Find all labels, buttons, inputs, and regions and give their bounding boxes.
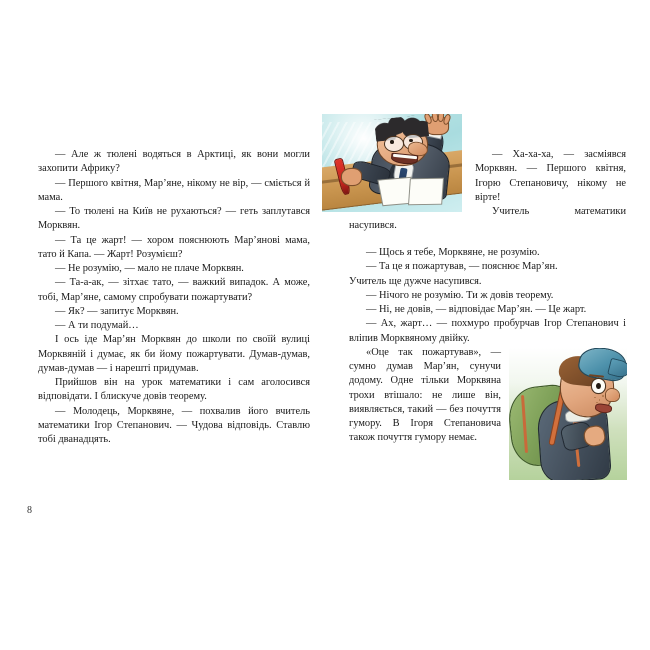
paragraph: — Не розумію, — мало не плаче Морквян.	[55, 263, 244, 274]
right-page-text-column	[349, 148, 626, 480]
paragraph: — Ах, жарт… — похмуро пробурчав Ігор Степанович і вліпив Морквяному двійку.	[349, 318, 626, 344]
paragraph: — Але ж тюлені водяться в Арктиці, як вони могли захопити Африку?	[38, 149, 310, 175]
open-exercise-book	[381, 179, 443, 204]
boy-freckle	[602, 395, 604, 397]
teacher-glasses-lens	[384, 136, 404, 153]
paragraph: Прийшов він на урок математики і сам аголосився відповідати. І блискуче довів теорему.	[38, 377, 310, 403]
paragraph: Учитель ще дужче насупився.	[349, 275, 482, 287]
left-page-text-column	[38, 148, 310, 447]
paragraph: — Щось я тебе, Морквяне, не розумію.	[366, 247, 540, 258]
boy-freckle	[594, 397, 596, 399]
paragraph: — Та це жарт! — хором пояснюють Мар’янові мама, тато й Капа. — Жарт! Розумієш?	[38, 234, 310, 260]
paragraph: — А ти подумай…	[55, 320, 139, 331]
paragraph: — То тюлені на Київ не рухаються? — геть заплутався Морквян.	[38, 206, 310, 232]
page-number: 8	[27, 505, 32, 516]
paragraph: І ось іде Мар’ян Морквян до школи по своїй вулиці Морквяній і думає, як би йому пожартувати. Думав-думав, думав-думав — і нарешті придумав.	[38, 334, 310, 374]
paragraph: — Та-а-ак, — зітхає тато, — важкий випадок. А може, тобі, Мар’яне, самому спробувати пожартувати?	[38, 277, 310, 303]
paragraph: — Та це я пожартував, — пояснює Мар’ян.	[366, 261, 558, 273]
right-page-bottom-block	[349, 346, 626, 480]
boy-with-backpack-illustration	[509, 348, 627, 480]
book-page-right	[409, 178, 443, 204]
teacher-at-desk-illustration	[322, 114, 462, 212]
paragraph: «Оце так пожартував», — сумно думав Мар’ян, сунучи додому. Одне тільки Морквяна трохи втішало: не лише він, виявляється, такий — без почуття гумору. В Ігоря Степановича також почуття гумору немає.	[349, 346, 501, 444]
paragraph: — Першого квітня, Мар’яне, нікому не вір, — сміється й мама.	[38, 177, 310, 203]
boy-nose	[606, 389, 619, 401]
right-page-top-block	[349, 148, 626, 246]
paragraph: — Як? — запитує Морквян.	[55, 305, 179, 317]
teacher-writing-hand	[342, 169, 362, 185]
paragraph: — Ні, не довів, — відповідає Мар’ян. — Це жарт.	[366, 304, 587, 315]
paragraph: — Нічого не розумію. Ти ж довів теорему.	[366, 289, 554, 301]
paragraph: Учитель математики насупився.	[349, 206, 626, 232]
paragraph: — Ха-ха-ха, — засміявся Морквян. — Першого квітня, Ігорю Степановичу, нікому не вірте!	[475, 149, 626, 203]
paragraph: — Молодець, Морквяне, — похвалив його вчитель математики Ігор Степанович. — Чудова відповідь. Ставлю тобі дванадцять.	[38, 405, 310, 445]
